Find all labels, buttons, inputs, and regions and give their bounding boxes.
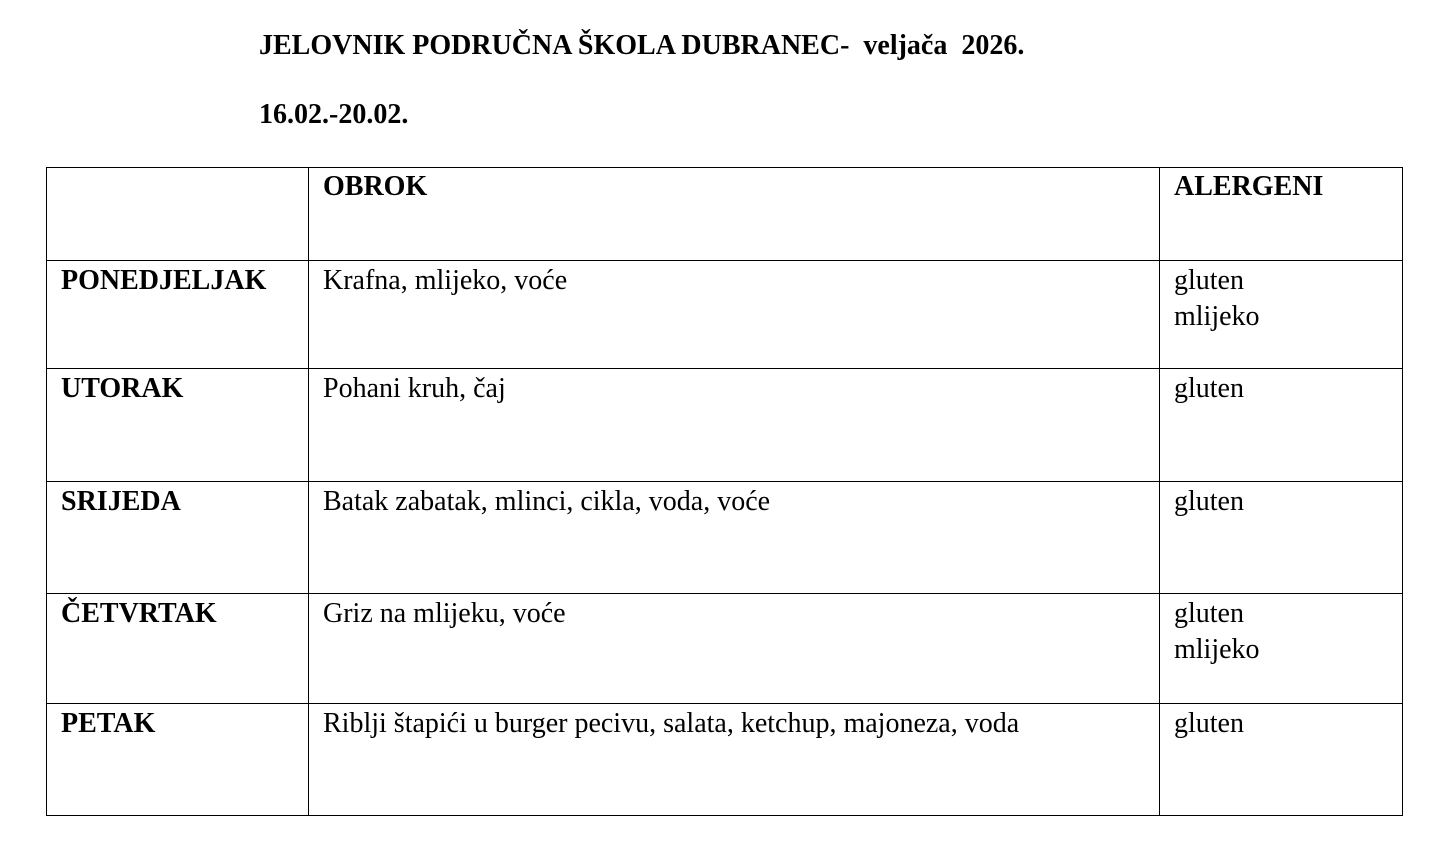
meal-cell: Batak zabatak, mlinci, cikla, voda, voće [309,482,1160,594]
date-range: 16.02.-20.02. [259,99,409,130]
meal-cell: Krafna, mlijeko, voće [309,261,1160,369]
header-allergens: ALERGENI [1160,168,1403,261]
meal-cell: Griz na mlijeku, voće [309,594,1160,704]
allergen-item: gluten [1174,598,1244,629]
table-row [47,261,1403,369]
day-cell: UTORAK [47,369,309,482]
allergens-cell [1160,594,1403,704]
meal-cell: Riblji štapići u burger pecivu, salata, ketchup, majoneza, voda [309,704,1160,816]
day-cell: PONEDJELJAK [47,261,309,369]
table-header-row [47,168,1403,261]
allergens-cell [1160,482,1403,594]
table-row [47,704,1403,816]
table-row [47,594,1403,704]
header-meal: OBROK [309,168,1160,261]
table-row [47,482,1403,594]
allergen-item: gluten [1174,708,1244,739]
allergens-cell [1160,369,1403,482]
allergen-item: mlijeko [1174,301,1260,332]
allergen-item: gluten [1174,486,1244,517]
allergens-cell [1160,261,1403,369]
allergen-item: mlijeko [1174,634,1260,665]
day-cell: PETAK [47,704,309,816]
day-cell: ČETVRTAK [47,594,309,704]
header-day [47,168,309,261]
menu-table [46,167,1403,816]
allergen-item: gluten [1174,373,1244,404]
meal-cell: Pohani kruh, čaj [309,369,1160,482]
table-row [47,369,1403,482]
document-title: JELOVNIK PODRUČNA ŠKOLA DUBRANEC- veljača 2026. [259,30,1025,61]
allergens-cell [1160,704,1403,816]
day-cell: SRIJEDA [47,482,309,594]
allergen-item: gluten [1174,265,1244,296]
